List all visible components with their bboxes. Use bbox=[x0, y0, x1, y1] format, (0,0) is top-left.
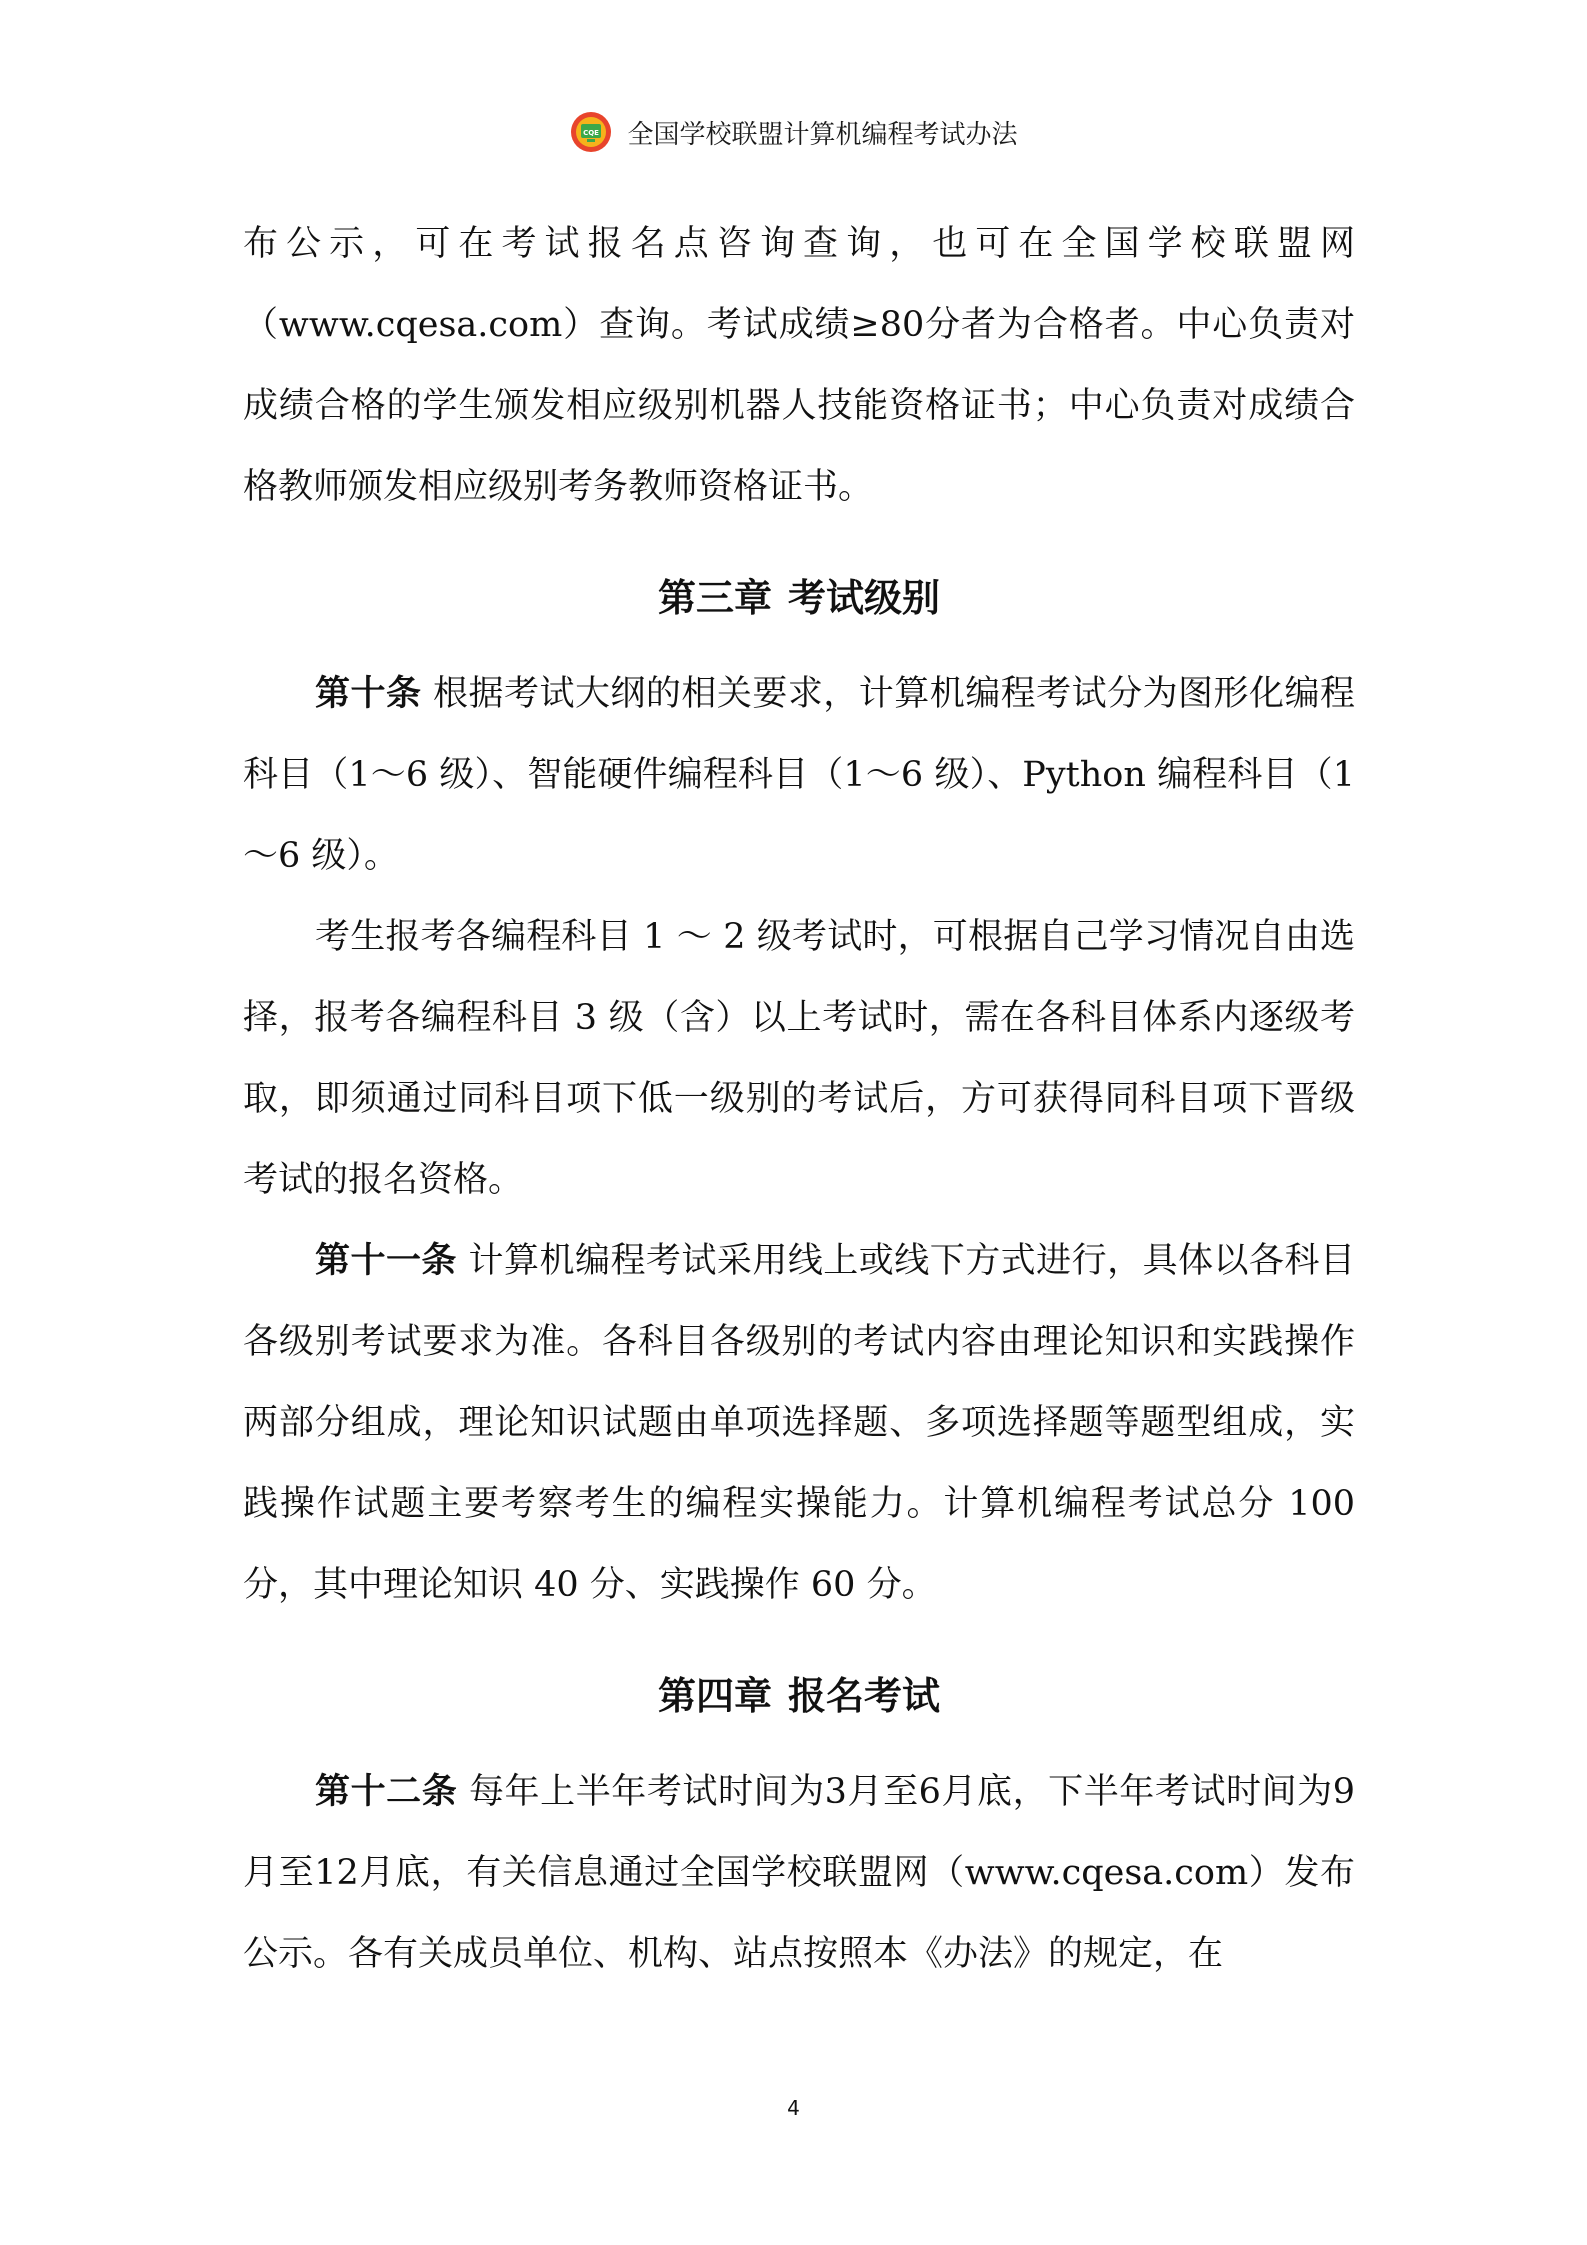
chapter-heading-3 bbox=[243, 568, 1355, 628]
article-text: 每年上半年考试时间为3月至6月底，下半年考试时间为9月至12月底，有关信息通过全国学校联盟网（www.cqesa.com）发布公示。各有关成员单位、机构、站点按照本《办法》的规定，在 bbox=[243, 1772, 1355, 1974]
article-12 bbox=[243, 1752, 1355, 1995]
cqe-logo-icon bbox=[569, 110, 613, 154]
chapter-heading-4 bbox=[243, 1666, 1355, 1726]
article-text: 根据考试大纲的相关要求，计算机编程考试分为图形化编程科目（1～6 级）、智能硬件编程科目（1～6 级）、Python 编程科目（1～6 级）。 bbox=[243, 674, 1355, 876]
header-title: 全国学校联盟计算机编程考试办法 bbox=[627, 119, 1018, 150]
article-label: 第十二条 bbox=[315, 1772, 458, 1812]
chapter-number: 第四章 bbox=[657, 1674, 772, 1718]
page-header bbox=[0, 106, 1587, 158]
article-11 bbox=[243, 1221, 1355, 1626]
article-text: 计算机编程考试采用线上或线下方式进行，具体以各科目各级别考试要求为准。各科目各级别的考试内容由理论知识和实践操作两部分组成，理论知识试题由单项选择题、多项选择题等题型组成，实践操作试题主要考察考生的编程实操能力。计算机编程考试总分 100 分，其中理论知识 40 分、实践操作 60 分。 bbox=[243, 1241, 1355, 1605]
article-label: 第十条 bbox=[315, 674, 422, 714]
chapter-title: 考试级别 bbox=[788, 576, 941, 620]
document-body bbox=[243, 204, 1355, 1995]
article-label: 第十一条 bbox=[315, 1241, 457, 1281]
logo-text: CQE bbox=[583, 129, 600, 137]
article-10 bbox=[243, 654, 1355, 897]
paragraph-continued: 布公示，可在考试报名点咨询查询，也可在全国学校联盟网（www.cqesa.com）查询。考试成绩≥80分者为合格者。中心负责对成绩合格的学生颁发相应级别机器人技能资格证书；中心负责对成绩合格教师颁发相应级别考务教师资格证书。 bbox=[243, 224, 1355, 507]
page-number: 4 bbox=[787, 2096, 800, 2120]
chapter-number: 第三章 bbox=[657, 576, 772, 620]
paragraph-levels: 考生报考各编程科目 1 ～ 2 级考试时，可根据自己学习情况自由选择，报考各编程科目 3 级（含）以上考试时，需在各科目体系内逐级考取，即须通过同科目项下低一级别的考试后，方可获得同科目项下晋级考试的报名资格。 bbox=[243, 917, 1355, 1200]
chapter-title: 报名考试 bbox=[788, 1674, 941, 1718]
